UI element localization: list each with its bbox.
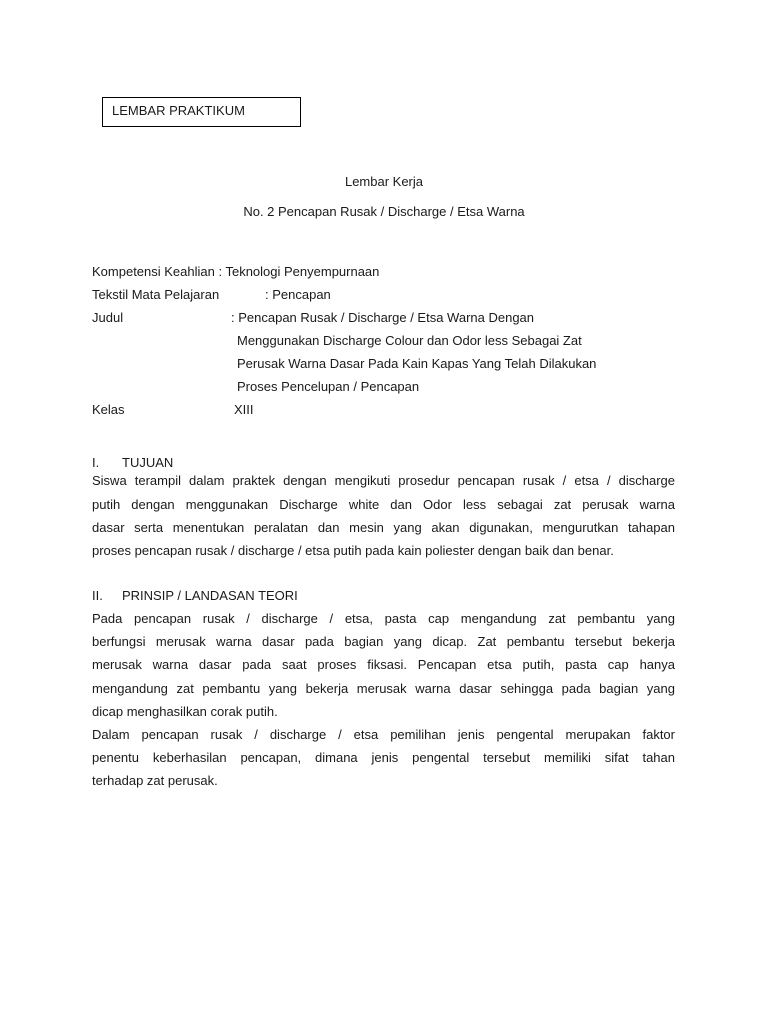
kompetensi-row: Kompetensi Keahlian : Teknologi Penyempurnaan <box>92 264 380 279</box>
prinsip-line: terhadap zat perusak. <box>92 773 218 788</box>
judul-line-3: Perusak Warna Dasar Pada Kain Kapas Yang Telah Dilakukan <box>237 356 597 371</box>
document-title: Lembar Kerja <box>344 174 424 189</box>
section-title: TUJUAN <box>122 455 174 470</box>
prinsip-line: Dalam pencapan rusak / discharge / etsa pemilihan jenis pengental merupakan faktor <box>92 727 675 742</box>
prinsip-line: berfungsi merusak warna dasar pada bagian yang dicap. Zat pembantu tersebut bekerja <box>92 634 675 649</box>
section-number: II. <box>92 588 103 603</box>
prinsip-line: mengandung zat pembantu yang bekerja merusak warna dasar sehingga pada bagian yang <box>92 681 675 696</box>
lembar-praktikum-box: LEMBAR PRAKTIKUM <box>102 97 301 127</box>
section-prinsip-heading <box>92 588 298 604</box>
prinsip-line: merusak warna dasar pada saat proses fiksasi. Pencapan etsa putih, pasta cap hanya <box>92 657 675 672</box>
section-number: I. <box>92 455 100 470</box>
judul-label: Judul <box>92 310 124 325</box>
mapel-label: Tekstil Mata Pelajaran <box>92 287 220 302</box>
mapel-row <box>92 286 219 304</box>
kelas-value: XIII <box>234 402 254 417</box>
tujuan-line: proses pencapan rusak / discharge / etsa putih pada kain poliester dengan baik dan benar. <box>92 543 614 558</box>
tujuan-line: Siswa terampil dalam praktek dengan mengikuti prosedur pencapan rusak / etsa / discharge <box>92 473 675 488</box>
section-tujuan-heading <box>92 455 173 471</box>
judul-line-1: : Pencapan Rusak / Discharge / Etsa Warna Dengan <box>231 310 535 325</box>
tujuan-line: dasar serta menentukan peralatan dan mesin yang akan digunakan, mengurutkan tahapan <box>92 520 675 535</box>
judul-line-4: Proses Pencelupan / Pencapan <box>237 379 420 394</box>
tujuan-line: putih dengan menggunakan Discharge white dan Odor less sebagai zat perusak warna <box>92 497 675 512</box>
kelas-label: Kelas <box>92 402 125 417</box>
judul-line-2: Menggunakan Discharge Colour dan Odor less Sebagai Zat <box>237 333 582 348</box>
section-title: PRINSIP / LANDASAN TEORI <box>122 588 298 603</box>
prinsip-line: dicap menghasilkan corak putih. <box>92 704 278 719</box>
mapel-value: : Pencapan <box>265 287 331 302</box>
prinsip-line: Pada pencapan rusak / discharge / etsa, pasta cap mengandung zat pembantu yang <box>92 611 675 626</box>
document-subtitle: No. 2 Pencapan Rusak / Discharge / Etsa Warna <box>243 204 525 219</box>
prinsip-line: penentu keberhasilan pencapan, dimana jenis pengental tersebut memiliki sifat tahan <box>92 750 675 765</box>
